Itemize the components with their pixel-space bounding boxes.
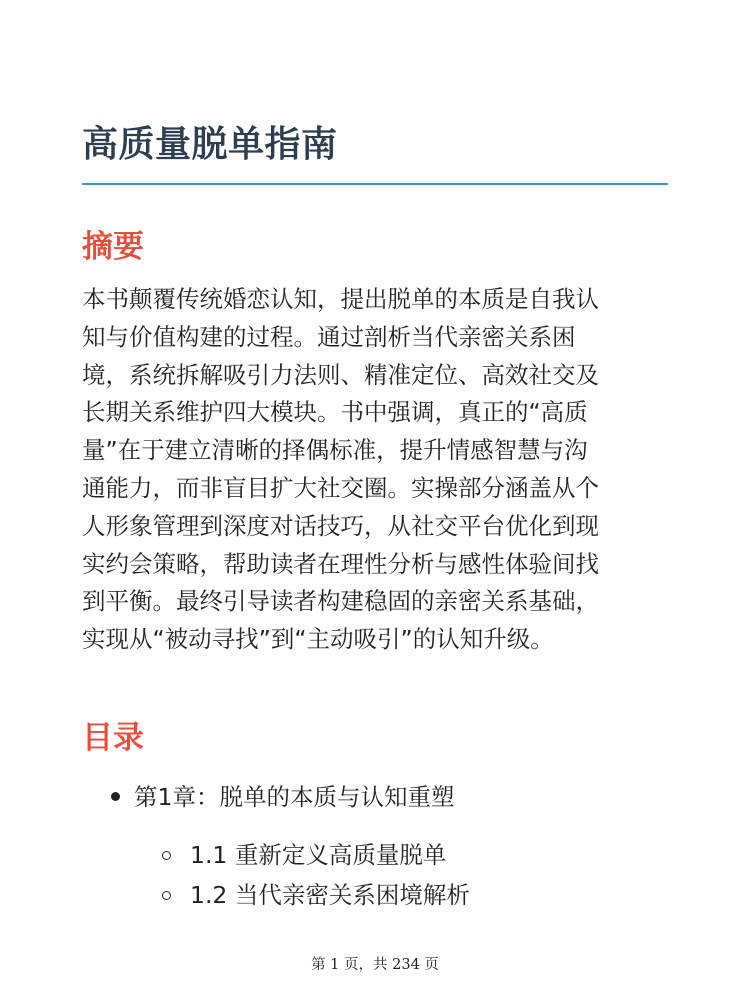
abstract-line: 到平衡。最终引导读者构建稳固的亲密关系基础，: [82, 587, 599, 616]
toc-chapter-1: 第1章：脱单的本质与认知重塑: [134, 783, 455, 811]
toc-heading: 目录: [82, 720, 144, 756]
abstract-line: 量”在于建立清晰的择偶标准，提升情感智慧与沟: [82, 436, 588, 465]
bullet-circle-icon: [162, 891, 171, 900]
bullet-disc-icon: [111, 792, 120, 801]
toc-section-1-2: 1.2 当代亲密关系困境解析: [190, 881, 470, 909]
title-divider: [82, 183, 668, 185]
abstract-line: 长期关系维护四大模块。书中强调，真正的“高质: [82, 398, 588, 427]
bullet-circle-icon: [162, 851, 171, 860]
abstract-line: 知与价值构建的过程。通过剖析当代亲密关系困: [82, 322, 576, 351]
abstract-line: 实现从“被动寻找”到“主动吸引”的认知升级。: [82, 625, 554, 654]
toc-section-1-1: 1.1 重新定义高质量脱单: [190, 841, 447, 869]
document-title: 高质量脱单指南: [82, 124, 338, 165]
abstract-paragraph: [82, 281, 672, 659]
abstract-heading: 摘要: [82, 229, 144, 265]
abstract-line: 通能力，而非盲目扩大社交圈。实操部分涵盖从个: [82, 473, 599, 502]
abstract-line: 本书颠覆传统婚恋认知，提出脱单的本质是自我认: [82, 285, 599, 313]
abstract-line: 人形象管理到深度对话技巧，从社交平台优化到现: [82, 511, 599, 540]
abstract-line: 实约会策略，帮助读者在理性分析与感性体验间找: [82, 549, 599, 578]
abstract-line: 境，系统拆解吸引力法则、精准定位、高效社交及: [82, 360, 599, 389]
page-number: 第 1 页，共 234 页: [311, 957, 439, 973]
